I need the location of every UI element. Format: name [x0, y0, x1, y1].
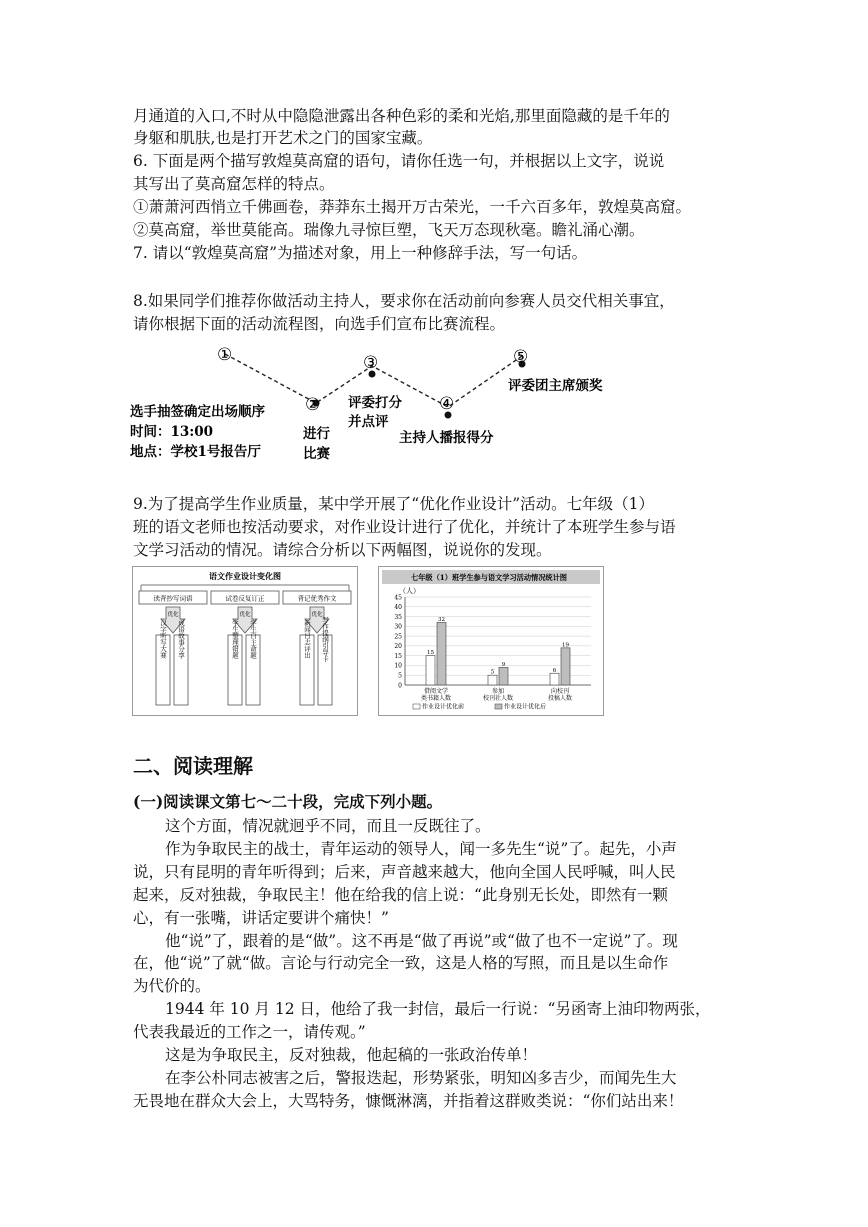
- flow-step2-line1: 进行: [303, 426, 330, 442]
- legend-label: 作业设计优化前: [422, 703, 465, 711]
- flow-num-5: ⑤: [513, 347, 529, 367]
- fig1-arrow-text: 优化: [239, 612, 251, 618]
- y-tick-label: 0: [398, 682, 402, 690]
- x-tick-label: 类书籍人数: [420, 695, 452, 702]
- flow-step1-text: 选手抽签确定出场顺序: [130, 404, 265, 420]
- section-title: 二、阅读理解: [133, 754, 253, 778]
- flow-step2-line2: 比赛: [303, 446, 330, 462]
- fig1-after-text: 学生自主命题: [249, 619, 257, 659]
- bar: [561, 648, 570, 685]
- reading-line: 无畏地在群众大会上，大骂特务，慷慨淋漓，并指着这群败类说：“你们站出来！: [133, 1091, 684, 1110]
- fig1-before-text: 背记优秀作文: [297, 594, 337, 603]
- bar-value-label: 19: [562, 642, 569, 649]
- reading-line: 这个方面，情况就迥乎不同，而且一反既往了。: [165, 817, 491, 835]
- text-line: 班的语文老师也按活动要求，对作业设计进行了优化，并统计了本班学生参与语: [133, 518, 676, 536]
- text-line: 其写出了莫高窟怎样的特点。: [133, 175, 335, 193]
- homework-design-change-figure: [132, 566, 358, 716]
- flow-step4-text: 主持人播报得分: [399, 430, 494, 446]
- reading-line: 这是为争取民主，反对独裁，他起稿的一张政治传单！: [165, 1046, 538, 1064]
- flow-num-4: ④: [439, 394, 455, 414]
- y-tick-label: 15: [394, 652, 402, 660]
- flow-step1-place: 地点：学校1号报告厅: [130, 444, 261, 460]
- bar: [488, 675, 497, 685]
- bar-value-label: 5: [490, 669, 495, 676]
- legend-label: 作业设计优化后: [504, 703, 547, 711]
- bar-value-label: 15: [427, 650, 434, 657]
- reading-heading: (一)阅读课文第七～二十段，完成下列小题。: [133, 792, 443, 811]
- bar: [550, 673, 559, 685]
- y-tick-label: 45: [394, 594, 402, 602]
- fig1-after-text: 汉字听写大赛: [159, 619, 167, 659]
- text-line: 身躯和肌肤,也是打开艺术之门的国家宝藏。: [133, 129, 433, 147]
- bar-value-label: 9: [501, 661, 506, 668]
- reading-line: 为代价的。: [133, 977, 211, 996]
- bar-value-label: 6: [552, 667, 557, 674]
- flow-num-1: ①: [217, 345, 233, 365]
- reading-line: 心，有一张嘴，讲话定要讲个痛快！”: [133, 908, 389, 927]
- flow-step5-text: 评委团主席颁奖: [508, 378, 603, 394]
- fig1-after-text: 学生整理错题: [231, 619, 239, 659]
- flow-num-3: ③: [363, 353, 379, 373]
- text-line: 月通道的入口,不时从中隐隐泄露出各种色彩的柔和光焰,那里面隐藏的是千年的: [133, 107, 670, 125]
- bar-chart: [379, 567, 603, 715]
- y-tick-label: 35: [394, 613, 402, 621]
- reading-line: 起来，反对独裁，争取民主！他在给我的信上说：“此身别无长处，即然有一颗: [133, 885, 668, 904]
- x-tick-label: 投稿人数: [547, 695, 573, 702]
- y-tick-label: 25: [394, 633, 402, 641]
- flow-step1-time: 时间：13:00: [130, 424, 214, 440]
- x-tick-label: 向校刊: [550, 688, 570, 695]
- reading-line: 1944 年 10 月 12 日，他给了我一封信，最后一行说：“另函寄上油印物两张，: [165, 1000, 711, 1019]
- reading-line: 他“说”了，跟着的是“做”。这不再是“做了再说”或“做了也不一定说”了。现: [165, 931, 678, 950]
- fig1-arrow-text: 优化: [167, 612, 179, 618]
- fig1-arrow-text: 优化: [311, 612, 323, 618]
- text-line: 请你根据下面的活动流程图，向选手们宣布比赛流程。: [133, 315, 506, 333]
- option-1: ①萧萧河西悄立千佛画卷，莽莽东土揭开万古荣光，一千六百多年，敦煌莫高窟。: [133, 198, 692, 216]
- bar: [499, 667, 508, 685]
- bar: [437, 622, 446, 685]
- fig1-title: 语文作业设计变化图: [209, 571, 281, 581]
- flow-step3-line2: 并点评: [348, 414, 389, 430]
- question-6: 6. 下面是两个描写敦煌莫高窟的语句，请你任选一句，并根据以上文字，说说: [133, 152, 665, 170]
- fig1-before-text: 读背抄写词语: [153, 594, 193, 603]
- flow-step3-line1: 评委打分: [348, 395, 402, 411]
- fig1-after-text: 成语故事分享: [177, 619, 185, 659]
- activity-bar-chart-figure: [378, 566, 604, 716]
- x-tick-label: 校刊社人数: [482, 695, 514, 702]
- flow-num-2: ②: [305, 395, 321, 415]
- option-2: ②莫高窟，举世莫能高。瑞像九寻惊巨塑，飞天万态现秋毫。瞻礼涌心潮。: [133, 221, 645, 239]
- y-tick-label: 5: [398, 672, 402, 680]
- reading-line: 在李公朴同志被害之后，警报迭起，形势紧张，明知凶多吉少，而闻先生大: [165, 1068, 677, 1087]
- x-tick-label: 参加: [491, 688, 505, 695]
- question-7: 7. 请以“敦煌莫高窟”为描述对象，用上一种修辞手法，写一句话。: [133, 244, 588, 262]
- reading-line: 代表我最近的工作之一，请传观。”: [133, 1023, 366, 1042]
- question-8: 8.如果同学们推荐你做活动主持人，要求你在活动前向参赛人员交代相关事宜，: [133, 292, 675, 310]
- homework-design-diagram: [133, 567, 357, 715]
- fig1-after-text: 写作提纲引导卡: [321, 616, 329, 662]
- reading-line: 说，只有昆明的青年听得到；后来，声音越来越大，他向全国人民呼喊，叫人民: [133, 862, 676, 881]
- bar: [426, 656, 435, 685]
- y-tick-label: 30: [394, 623, 402, 631]
- question-9: 9.为了提高学生作业质量，某中学开展了“优化作业设计”活动。七年级（1）: [133, 495, 655, 513]
- y-tick-label: 20: [394, 643, 402, 651]
- reading-line: 在，他“说”了就“做。言论与行动完全一致，这是人格的写照，而且是以生命作: [133, 954, 669, 973]
- y-tick-label: 40: [394, 604, 402, 612]
- y-tick-label: 10: [394, 662, 402, 670]
- reading-line: 作为争取民主的战士，青年运动的领导人，闻一多先生“说”了。起先，小声: [165, 839, 677, 858]
- bar-value-label: 32: [438, 616, 445, 623]
- legend-swatch: [413, 704, 420, 709]
- legend-swatch: [495, 704, 502, 709]
- activity-flow-chart: [120, 340, 760, 470]
- fig1-before-text: 试卷反复订正: [225, 594, 265, 603]
- fig1-after-text: 新闻日志评出: [303, 619, 311, 659]
- x-tick-label: 借阅文学: [423, 688, 449, 695]
- chart-ylabel: （人）: [399, 587, 420, 595]
- chart-title: 七年级（1）班学生参与语文学习活动情况统计图: [411, 573, 567, 582]
- text-line: 文学习活动的情况。请综合分析以下两幅图，说说你的发现。: [133, 541, 552, 559]
